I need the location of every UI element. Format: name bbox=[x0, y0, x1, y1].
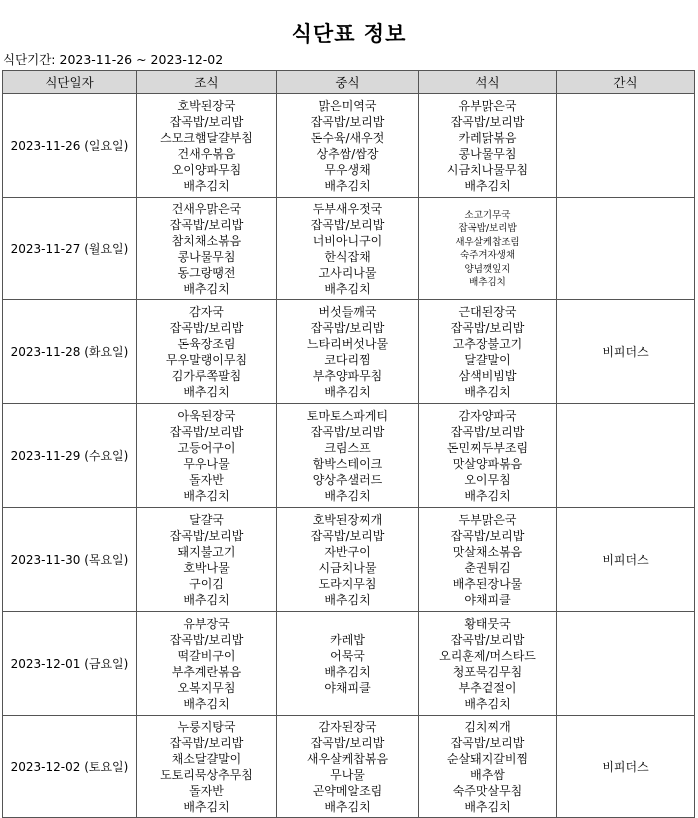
menu-item: 무나물 bbox=[330, 768, 365, 782]
menu-item: 배추김치 bbox=[464, 179, 511, 193]
table-row bbox=[3, 94, 695, 198]
dinner-menu-list bbox=[419, 717, 556, 816]
menu-item: 호박나물 bbox=[183, 561, 230, 575]
menu-item: 동그랑땡전 bbox=[177, 266, 236, 280]
col-header-date: 식단일자 bbox=[3, 71, 137, 94]
menu-item: 크림스프 bbox=[324, 441, 371, 455]
breakfast-menu-list bbox=[137, 510, 276, 609]
snack-cell bbox=[557, 612, 695, 716]
menu-item: 잡곡밥/보리밥 bbox=[450, 115, 525, 129]
menu-item: 아욱된장국 bbox=[177, 409, 236, 423]
menu-item: 달걀말이 bbox=[464, 353, 511, 367]
menu-item: 잡곡밥/보리밥 bbox=[450, 736, 525, 750]
menu-item: 채소달걀말이 bbox=[171, 752, 242, 766]
menu-date-cell: 2023-11-30 (목요일) bbox=[3, 508, 137, 612]
menu-item: 한식잡채 bbox=[324, 250, 371, 264]
menu-item: 두부새우젓국 bbox=[312, 202, 383, 216]
menu-item: 건새우맑은국 bbox=[171, 202, 242, 216]
menu-item: 배추김치 bbox=[324, 489, 371, 503]
menu-item: 곤약메알조림 bbox=[312, 784, 383, 798]
menu-item: 잡곡밥/보리밥 bbox=[169, 115, 244, 129]
menu-item: 건새우볶음 bbox=[177, 147, 236, 161]
menu-item: 배추김치 bbox=[324, 593, 371, 607]
menu-item: 감자국 bbox=[189, 305, 224, 319]
menu-item: 부추양파무침 bbox=[312, 369, 383, 383]
menu-item: 버섯들깨국 bbox=[318, 305, 377, 319]
menu-item: 돌자반 bbox=[189, 473, 224, 487]
page-title: 식단표 정보 bbox=[291, 22, 407, 46]
menu-item: 배추김치 bbox=[324, 179, 371, 193]
breakfast-menu-list bbox=[137, 406, 276, 505]
menu-item: 돈육장조림 bbox=[177, 337, 236, 351]
menu-item: 배추된장나물 bbox=[452, 577, 523, 591]
lunch-cell bbox=[277, 198, 419, 300]
menu-item: 도토리묵상추무침 bbox=[160, 768, 253, 782]
menu-item: 잡곡밥/보리밥 bbox=[310, 115, 385, 129]
menu-item: 잡곡밥/보리밥 bbox=[169, 736, 244, 750]
menu-item: 돈민찌두부조림 bbox=[446, 441, 529, 455]
col-header-snack: 간식 bbox=[557, 71, 695, 94]
dinner-menu-list bbox=[419, 207, 556, 291]
dinner-cell bbox=[419, 198, 557, 300]
dinner-cell bbox=[419, 300, 557, 404]
menu-item: 배추김치 bbox=[183, 385, 230, 399]
menu-item: 소고기무국 bbox=[464, 209, 511, 221]
breakfast-cell bbox=[137, 612, 277, 716]
menu-item: 배추김치 bbox=[469, 277, 506, 288]
menu-item: 잡곡밥/보리밥 bbox=[458, 223, 517, 234]
menu-item: 상추쌈/쌈장 bbox=[316, 147, 379, 161]
menu-item: 유부맑은국 bbox=[458, 99, 517, 113]
menu-item: 함박스테이크 bbox=[312, 457, 383, 471]
menu-item: 배추김치 bbox=[464, 385, 511, 399]
lunch-cell bbox=[277, 508, 419, 612]
menu-item: 느타리버섯나물 bbox=[306, 337, 389, 351]
menu-item: 양상추샐러드 bbox=[312, 473, 383, 487]
menu-item: 부추계란볶음 bbox=[171, 665, 242, 679]
menu-item: 배추쌈 bbox=[470, 768, 505, 782]
snack-cell: 비피더스 bbox=[557, 300, 695, 404]
menu-item: 떡갈비구이 bbox=[177, 649, 236, 663]
menu-item: 잡곡밥/보리밥 bbox=[169, 218, 244, 232]
menu-item: 고추장불고기 bbox=[452, 337, 523, 351]
menu-item: 감자양파국 bbox=[458, 409, 517, 423]
menu-item: 구이김 bbox=[189, 577, 224, 591]
menu-item: 새우살케찹볶음 bbox=[306, 752, 389, 766]
col-header-breakfast: 조식 bbox=[137, 71, 277, 94]
breakfast-cell bbox=[137, 94, 277, 198]
table-row bbox=[3, 508, 695, 612]
lunch-cell bbox=[277, 300, 419, 404]
dinner-cell bbox=[419, 94, 557, 198]
menu-item: 배추김치 bbox=[183, 489, 230, 503]
menu-item: 잡곡밥/보리밥 bbox=[310, 218, 385, 232]
menu-item: 배추김치 bbox=[324, 282, 371, 296]
table-row bbox=[3, 612, 695, 716]
menu-item: 자반구이 bbox=[324, 545, 371, 559]
menu-item: 오복지무침 bbox=[177, 681, 236, 695]
menu-item: 코다리찜 bbox=[324, 353, 371, 367]
lunch-menu-list bbox=[277, 96, 418, 195]
lunch-menu-list bbox=[277, 717, 418, 816]
menu-item: 춘권튀김 bbox=[464, 561, 511, 575]
menu-item: 오이양파무침 bbox=[171, 163, 242, 177]
menu-item: 시금치나물 bbox=[318, 561, 377, 575]
menu-item: 어묵국 bbox=[330, 649, 365, 663]
menu-item: 잡곡밥/보리밥 bbox=[310, 529, 385, 543]
menu-item: 카레밥 bbox=[330, 633, 365, 647]
menu-item: 잡곡밥/보리밥 bbox=[450, 529, 525, 543]
snack-cell: 비피더스 bbox=[557, 508, 695, 612]
menu-item: 잡곡밥/보리밥 bbox=[310, 425, 385, 439]
dinner-menu-list bbox=[419, 614, 556, 713]
menu-item: 두부맑은국 bbox=[458, 513, 517, 527]
table-row bbox=[3, 300, 695, 404]
lunch-menu-list bbox=[277, 510, 418, 609]
menu-item: 돌자반 bbox=[189, 784, 224, 798]
menu-item: 너비아니구이 bbox=[312, 234, 383, 248]
menu-period: 식단기간: 2023-11-26 ~ 2023-12-02 bbox=[3, 52, 224, 67]
menu-item: 청포묵김무침 bbox=[452, 665, 523, 679]
menu-date-cell: 2023-11-28 (화요일) bbox=[3, 300, 137, 404]
snack-cell bbox=[557, 94, 695, 198]
menu-item: 배추김치 bbox=[183, 179, 230, 193]
breakfast-menu-list bbox=[137, 614, 276, 713]
table-header-row bbox=[3, 71, 695, 94]
lunch-menu-list bbox=[277, 406, 418, 505]
menu-item: 배추김치 bbox=[324, 665, 371, 679]
snack-cell: 비피더스 bbox=[557, 716, 695, 818]
menu-item: 무우나물 bbox=[183, 457, 230, 471]
menu-item: 배추김치 bbox=[464, 800, 511, 814]
menu-item: 잡곡밥/보리밥 bbox=[450, 633, 525, 647]
menu-item: 배추김치 bbox=[464, 697, 511, 711]
dinner-cell bbox=[419, 716, 557, 818]
menu-item: 황태뭇국 bbox=[464, 617, 511, 631]
menu-item: 맛살채소볶음 bbox=[452, 545, 523, 559]
breakfast-cell bbox=[137, 404, 277, 508]
breakfast-cell bbox=[137, 716, 277, 818]
breakfast-menu-list bbox=[137, 96, 276, 195]
table-row bbox=[3, 198, 695, 300]
menu-item: 무우말랭이무침 bbox=[165, 353, 248, 367]
menu-item: 누룽지탕국 bbox=[177, 720, 236, 734]
menu-item: 호박된장찌개 bbox=[312, 513, 383, 527]
menu-item: 양념깻잎지 bbox=[464, 263, 511, 275]
lunch-cell bbox=[277, 612, 419, 716]
breakfast-menu-list bbox=[137, 302, 276, 401]
menu-item: 콩나물무침 bbox=[177, 250, 236, 264]
dinner-menu-list bbox=[419, 302, 556, 401]
menu-item: 돈수육/새우젓 bbox=[310, 131, 385, 145]
lunch-menu-list bbox=[277, 302, 418, 401]
dinner-cell bbox=[419, 404, 557, 508]
menu-item: 호박된장국 bbox=[177, 99, 236, 113]
menu-date-cell: 2023-11-27 (월요일) bbox=[3, 198, 137, 300]
col-header-lunch: 중식 bbox=[277, 71, 419, 94]
dinner-menu-list bbox=[419, 510, 556, 609]
menu-item: 돼지불고기 bbox=[177, 545, 236, 559]
snack-cell bbox=[557, 404, 695, 508]
dinner-menu-list bbox=[419, 96, 556, 195]
snack-cell bbox=[557, 198, 695, 300]
menu-item: 배추김치 bbox=[464, 489, 511, 503]
breakfast-menu-list bbox=[137, 199, 276, 298]
menu-item: 근대된장국 bbox=[458, 305, 517, 319]
breakfast-cell bbox=[137, 198, 277, 300]
lunch-cell bbox=[277, 716, 419, 818]
menu-table bbox=[2, 70, 695, 818]
menu-item: 김가루쪽팔침 bbox=[171, 369, 242, 383]
menu-item: 잡곡밥/보리밥 bbox=[310, 321, 385, 335]
menu-item: 맛살양파볶음 bbox=[452, 457, 523, 471]
menu-item: 새우살케찹조림 bbox=[455, 236, 520, 248]
menu-item: 김치찌개 bbox=[464, 720, 511, 734]
menu-item: 야채피클 bbox=[324, 681, 371, 695]
menu-item: 유부장국 bbox=[183, 617, 230, 631]
menu-item: 잡곡밥/보리밥 bbox=[450, 425, 525, 439]
dinner-menu-list bbox=[419, 406, 556, 505]
menu-item: 시금치나물무침 bbox=[446, 163, 529, 177]
menu-item: 잡곡밥/보리밥 bbox=[169, 529, 244, 543]
menu-item: 숙주겨자생채 bbox=[459, 250, 516, 261]
menu-item: 배추김치 bbox=[324, 800, 371, 814]
menu-item: 잡곡밥/보리밥 bbox=[169, 633, 244, 647]
menu-item: 감자된장국 bbox=[318, 720, 377, 734]
menu-date-cell: 2023-11-26 (일요일) bbox=[3, 94, 137, 198]
breakfast-menu-list bbox=[137, 717, 276, 816]
lunch-menu-list bbox=[277, 630, 418, 697]
menu-item: 콩나물무침 bbox=[458, 147, 517, 161]
menu-date-cell: 2023-12-02 (토요일) bbox=[3, 716, 137, 818]
dinner-cell bbox=[419, 508, 557, 612]
menu-item: 배추김치 bbox=[183, 282, 230, 296]
table-row bbox=[3, 716, 695, 818]
menu-date-cell: 2023-12-01 (금요일) bbox=[3, 612, 137, 716]
menu-item: 카레닭볶음 bbox=[458, 131, 517, 145]
menu-item: 무우생채 bbox=[324, 163, 371, 177]
menu-item: 배추김치 bbox=[324, 385, 371, 399]
breakfast-cell bbox=[137, 300, 277, 404]
lunch-menu-list bbox=[277, 199, 418, 298]
menu-item: 야채피클 bbox=[464, 593, 511, 607]
lunch-cell bbox=[277, 94, 419, 198]
menu-item: 맑은미역국 bbox=[318, 99, 377, 113]
col-header-dinner: 석식 bbox=[419, 71, 557, 94]
breakfast-cell bbox=[137, 508, 277, 612]
menu-item: 잡곡밥/보리밥 bbox=[169, 425, 244, 439]
menu-item: 토마토스파게티 bbox=[306, 409, 389, 423]
menu-item: 참치채소볶음 bbox=[171, 234, 242, 248]
table-row bbox=[3, 404, 695, 508]
menu-item: 고사리나물 bbox=[318, 266, 377, 280]
menu-item: 배추김치 bbox=[183, 697, 230, 711]
menu-item: 부추겉절이 bbox=[458, 681, 517, 695]
menu-item: 잡곡밥/보리밥 bbox=[310, 736, 385, 750]
menu-item: 순살돼지갈비찜 bbox=[446, 752, 529, 766]
dinner-cell bbox=[419, 612, 557, 716]
menu-item: 달걀국 bbox=[189, 513, 224, 527]
menu-item: 오이무침 bbox=[464, 473, 511, 487]
menu-date-cell: 2023-11-29 (수요일) bbox=[3, 404, 137, 508]
menu-item: 스모크햄달걀부침 bbox=[160, 131, 253, 145]
menu-item: 숙주맛살무침 bbox=[452, 784, 523, 798]
menu-item: 오리훈제/머스타드 bbox=[439, 649, 536, 663]
menu-item: 배추김치 bbox=[183, 800, 230, 814]
menu-item: 잡곡밥/보리밥 bbox=[169, 321, 244, 335]
menu-item: 고등어구이 bbox=[177, 441, 236, 455]
menu-item: 배추김치 bbox=[183, 593, 230, 607]
menu-item: 삼색비빔밥 bbox=[458, 369, 517, 383]
menu-table-body bbox=[3, 94, 695, 818]
lunch-cell bbox=[277, 404, 419, 508]
menu-item: 잡곡밥/보리밥 bbox=[450, 321, 525, 335]
menu-item: 도라지무침 bbox=[318, 577, 377, 591]
